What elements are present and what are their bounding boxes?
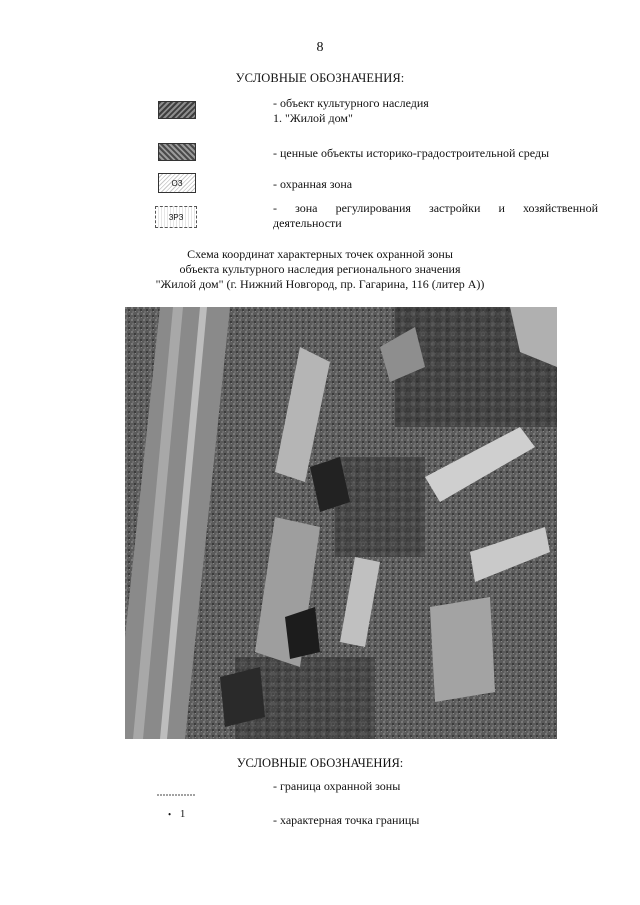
legend-item-label: - охранная зона xyxy=(273,177,353,191)
map-caption xyxy=(0,247,640,292)
characteristic-point-symbol xyxy=(168,808,185,820)
legend-item-label: - объект культурного наследия xyxy=(273,96,429,110)
legend-heading-bottom: УСЛОВНЫЕ ОБОЗНАЧЕНИЯ: xyxy=(236,756,404,770)
legend-item-sublabel: 1. "Жилой дом" xyxy=(273,111,353,125)
legend-heading: УСЛОВНЫЕ ОБОЗНАЧЕНИЯ: xyxy=(235,71,405,85)
legend-item-valuable-objects xyxy=(273,146,549,161)
swatch-code: ЗРЗ xyxy=(168,212,184,222)
swatch-code: ОЗ xyxy=(171,178,183,188)
caption-line: объекта культурного наследия регионального значения xyxy=(179,262,461,276)
page-number: 8 xyxy=(316,40,324,55)
legend-item-boundary xyxy=(273,779,400,794)
legend-item-regulation-zone xyxy=(273,201,598,231)
valuable-objects-swatch xyxy=(158,143,196,161)
point-number: 1 xyxy=(179,808,186,820)
regulation-zone-swatch xyxy=(155,206,197,228)
legend-item-label: - ценные объекты историко-градостроительной среды xyxy=(273,146,550,160)
legend-item-point xyxy=(273,813,419,828)
legend-item-cultural-heritage xyxy=(273,96,429,126)
aerial-photo xyxy=(125,307,557,739)
caption-line: Схема координат характерных точек охранной зоны xyxy=(187,247,453,261)
legend-item-protection-zone xyxy=(273,177,352,192)
legend-item-label: - зона регулирования застройки и хозяйственной xyxy=(273,201,598,215)
cultural-heritage-swatch xyxy=(158,101,196,119)
protection-zone-swatch xyxy=(158,173,196,193)
aerial-photo-image xyxy=(125,307,557,739)
legend-item-sublabel: деятельности xyxy=(273,216,342,230)
legend-item-label: - граница охранной зоны xyxy=(273,779,401,793)
point-dot-icon: • xyxy=(168,809,172,820)
boundary-line-symbol xyxy=(157,784,195,788)
caption-line: "Жилой дом" (г. Нижний Новгород, пр. Гагарина, 116 (литер А)) xyxy=(155,277,485,291)
legend-item-label: - характерная точка границы xyxy=(273,813,420,827)
